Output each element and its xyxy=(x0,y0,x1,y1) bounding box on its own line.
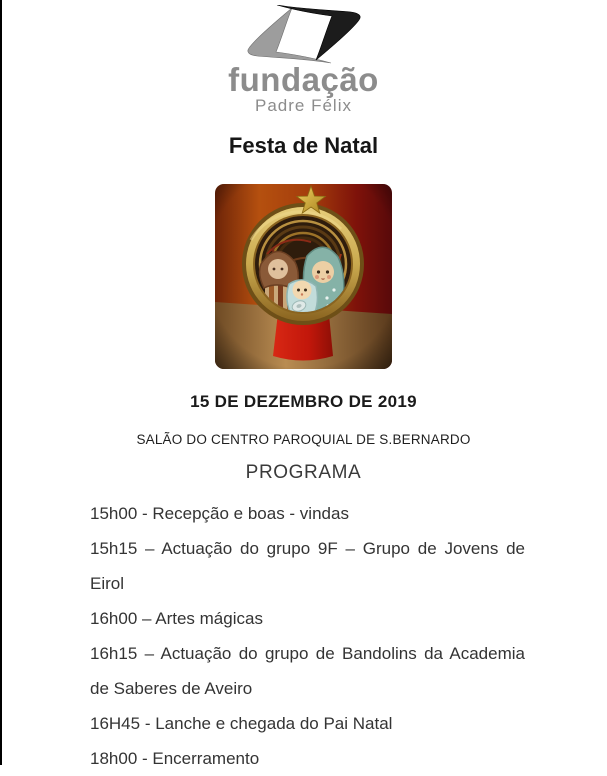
brand-name: fundação xyxy=(228,61,379,98)
nativity-photo-illustration xyxy=(215,184,392,369)
program-item: 16H45 - Lanche e chegada do Pai Natal xyxy=(90,714,393,733)
foundation-logo xyxy=(0,0,607,115)
brand-subtitle: Padre Félix xyxy=(255,96,352,115)
nativity-photo xyxy=(215,184,392,369)
page-title: Festa de Natal xyxy=(228,133,379,158)
program-item: 16h15 – Actuação do grupo de Bandolins da Academia de Saberes de Aveiro xyxy=(90,644,525,698)
program-item: 18h00 - Encerramento xyxy=(90,749,260,768)
event-venue: SALÃO DO CENTRO PAROQUIAL DE S.BERNARDO xyxy=(136,432,471,447)
program-list xyxy=(90,496,525,776)
dual-swoosh-birds-icon xyxy=(234,5,374,67)
program-heading: PROGRAMA xyxy=(245,462,362,483)
program-item: 15h00 - Recepção e boas - vindas xyxy=(90,504,349,523)
program-item: 15h15 – Actuação do grupo 9F – Grupo de Jovens de Eirol xyxy=(90,539,525,593)
program-item: 16h00 – Artes mágicas xyxy=(90,609,263,628)
photo-vignette xyxy=(215,184,392,369)
event-date: 15 DE DEZEMBRO DE 2019 xyxy=(190,392,417,411)
